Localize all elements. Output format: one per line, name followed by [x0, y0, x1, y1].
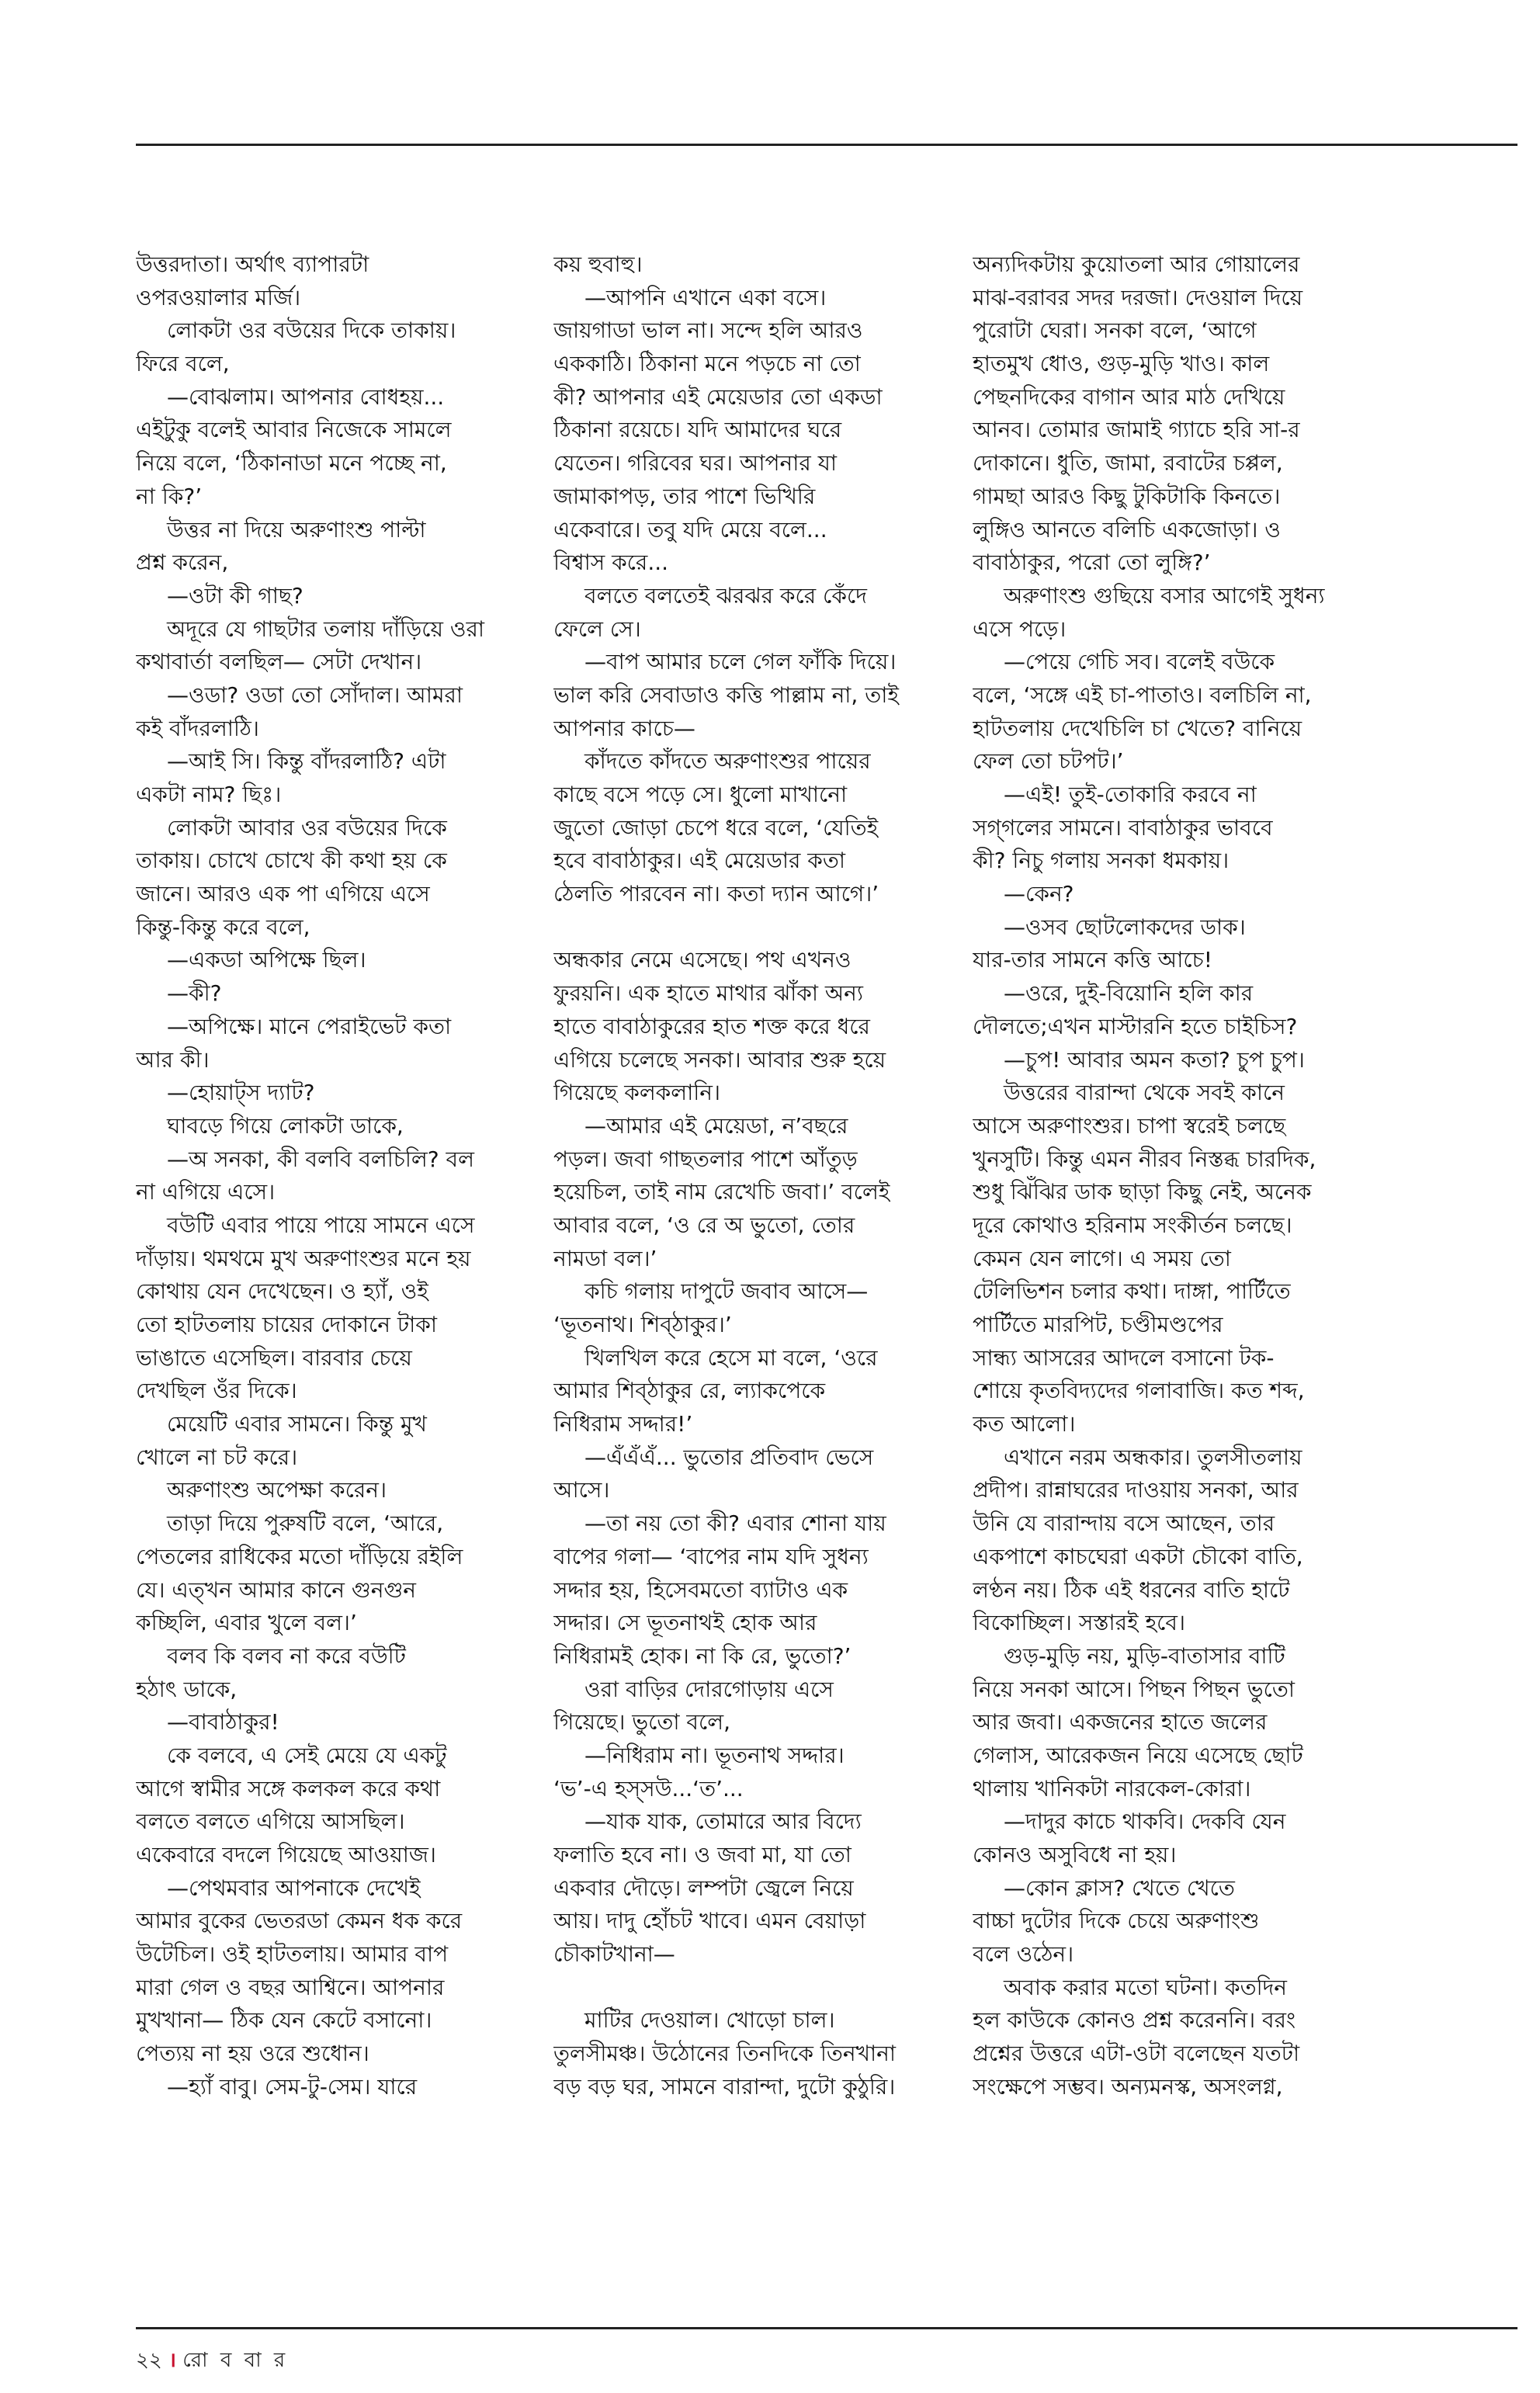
- text-line: এখানে নরম অন্ধকার। তুলসীতলায়: [1004, 1444, 1302, 1470]
- text-line: না এগিয়ে এসে।: [136, 1179, 276, 1205]
- text-line: এইটুকু বলেই আবার নিজেকে সামলে: [136, 417, 452, 443]
- text-line: সদ্দার। সে ভূতনাথই হোক আর: [553, 1610, 817, 1636]
- text-line: কাঁদতে কাঁদতে অরুণাংশুর পায়ের: [584, 748, 871, 775]
- text-line: কচি গলায় দাপুটে জবাব আসে—: [584, 1278, 869, 1305]
- text-line: ফেলে সে।: [553, 616, 641, 642]
- text-line: খিলখিল করে হেসে মা বলে, ‘ওরে: [584, 1344, 878, 1371]
- text-line: আবার বলে, ‘ও রে অ ভুতো, তোর: [553, 1212, 855, 1238]
- text-line: কে বলবে, এ সেই মেয়ে যে একটু: [167, 1742, 447, 1768]
- text-line: পড়ল। জবা গাছতলার পাশে আঁতুড়: [553, 1146, 858, 1172]
- text-line: জুতো জোড়া চেপে ধরে বলে, ‘যেতিই: [553, 814, 879, 841]
- section-break: [553, 911, 973, 945]
- text-line: মুখখানা— ঠিক যেন কেটে বসানো।: [136, 2007, 432, 2034]
- text-line: তাড়া দিয়ে পুরুষটি বলে, ‘আরে,: [167, 1510, 444, 1537]
- text-line: খুনসুটি। কিন্তু এমন নীরব নিস্তব্ধ চারদিক,: [973, 1146, 1316, 1172]
- text-line: যে। এত্‌খন আমার কানে গুনগুন: [136, 1576, 417, 1603]
- text-line: টেলিভিশন চলার কথা। দাঙ্গা, পার্টিতে: [973, 1278, 1291, 1305]
- text-line: অবাক করার মতো ঘটনা। কতদিন: [1004, 1974, 1288, 2000]
- text-line: —বাবাঠাকুর!: [167, 1709, 279, 1736]
- text-line: আসে অরুণাংশুর। চাপা স্বরেই চলছে: [973, 1112, 1286, 1139]
- text-line: ফিরে বলে,: [136, 351, 230, 377]
- column-2: [553, 248, 973, 2104]
- text-line: —একডা অপিক্ষে ছিল।: [167, 947, 366, 973]
- text-line: বাচ্চা দুটোর দিকে চেয়ে অরুণাংশু: [973, 1908, 1260, 1934]
- magazine-name: রো ব বা র: [182, 2349, 289, 2372]
- text-line: হয়েচিল, তাই নাম রেখেচি জবা।’ বলেই: [553, 1179, 890, 1205]
- text-line: মাটির দেওয়াল। খোড়ো চাল।: [584, 2007, 835, 2034]
- text-line: কাছে বসে পড়ে সে। ধুলো মাখানো: [553, 782, 848, 807]
- text-line: গিয়েছে কলকলানি।: [553, 1080, 720, 1106]
- text-line: যেতেন। গরিবের ঘর। আপনার যা: [553, 450, 837, 477]
- text-line: খোলে না চট করে।: [136, 1444, 298, 1470]
- text-line: আর জবা। একজনের হাতে জলের: [973, 1709, 1268, 1736]
- text-line: দৌলতে;এখন মাস্টারনি হতে চাইচিস?: [973, 1013, 1298, 1039]
- text-line: থালায় খানিকটা নারকেল-কোরা।: [973, 1775, 1251, 1802]
- text-line: পেছনদিকের বাগান আর মাঠ দেখিয়ে: [973, 383, 1285, 410]
- text-line: কচ্ছিলি, এবার খুলে বল।’: [136, 1610, 357, 1636]
- text-line: —আই সি। কিন্তু বাঁদরলাঠি? এটা: [167, 748, 446, 775]
- text-line: ‘ভূতনাথ। শিব্‌ঠাকুর।’: [553, 1312, 732, 1337]
- text-line: চৌকাটখানা—: [553, 1941, 675, 1968]
- text-line: লোকটা আবার ওর বউয়ের দিকে: [167, 814, 447, 841]
- text-line: একপাশে কাচঘেরা একটা চৌকো বাতি,: [973, 1543, 1303, 1569]
- text-line: পেত্যয় না হয় ওরে শুধোন।: [136, 2041, 369, 2067]
- text-line: দাঁড়ায়। থমথমে মুখ অরুণাংশুর মনে হয়: [136, 1245, 471, 1271]
- text-line: —তা নয় তো কী? এবার শোনা যায়: [584, 1510, 886, 1537]
- text-line: কী? নিচু গলায় সনকা ধমকায়।: [973, 848, 1230, 874]
- text-line: ফলাতি হবে না। ও জবা মা, যা তো: [553, 1842, 852, 1868]
- text-line: গেলাস, আরেকজন নিয়ে এসেছে ছোট: [973, 1742, 1303, 1768]
- text-line: প্রদীপ। রান্নাঘরের দাওয়ায় সনকা, আর: [973, 1477, 1299, 1503]
- text-line: নিধিরাম সদ্দার!’: [553, 1411, 693, 1438]
- text-line: ভাঙাতে এসেছিল। বারবার চেয়ে: [136, 1344, 412, 1371]
- text-line: নিধিরামই হোক। না কি রে, ভুতো?’: [553, 1642, 852, 1669]
- text-line: তুলসীমঞ্চ। উঠোনের তিনদিকে তিনখানা: [553, 2041, 896, 2067]
- text-line: —বাপ আমার চলে গেল ফাঁকি দিয়ে।: [584, 649, 897, 675]
- text-line: কয় হুবাহু।: [553, 251, 643, 277]
- text-line: বড় বড় ঘর, সামনে বারান্দা, দুটো কুঠুরি।: [553, 2073, 896, 2100]
- text-line: কোথায় যেন দেখেছেন। ও হ্যাঁ, ওই: [136, 1278, 428, 1305]
- text-line: কোনও অসুবিধে না হয়।: [973, 1842, 1177, 1868]
- text-line: —কী?: [167, 980, 222, 1007]
- text-line: —যাক যাক, তোমারে আর বিদ্যে: [584, 1809, 862, 1835]
- text-line: হাটতলায় দেখেচিলি চা খেতে? বানিয়ে: [973, 715, 1302, 741]
- text-line: ঘাবড়ে গিয়ে লোকটা ডাকে,: [167, 1112, 404, 1139]
- text-line: মাঝ-বরাবর সদর দরজা। দেওয়াল দিয়ে: [973, 284, 1303, 310]
- text-line: মেয়েটি এবার সামনে। কিন্তু মুখ: [167, 1411, 427, 1438]
- text-line: —চুপ! আবার অমন কতা? চুপ চুপ।: [1004, 1046, 1305, 1073]
- text-line: —ওটা কী গাছ?: [167, 582, 303, 609]
- text-line: আমার শিব্‌ঠাকুর রে, ল্যাকপেকে: [553, 1378, 826, 1404]
- text-line: বলে, ‘সঙ্গে এই চা-পাতাও। বলচিলি না,: [973, 681, 1312, 708]
- text-line: ‘ভ’-এ হস্‌সউ...‘ত’...: [553, 1775, 744, 1802]
- text-line: অদূরে যে গাছটার তলায় দাঁড়িয়ে ওরা: [167, 616, 485, 642]
- text-line: ঠেলতি পারবেন না। কতা দ্যান আগে।’: [553, 881, 879, 907]
- text-line: লোকটা ওর বউয়ের দিকে তাকায়।: [167, 317, 456, 344]
- text-line: একেবারে। তবু যদি মেয়ে বলে...: [553, 516, 827, 543]
- text-line: —অ সনকা, কী বলবি বলচিলি? বল: [167, 1146, 474, 1172]
- text-line: ফেল তো চটপট।’: [973, 748, 1124, 775]
- text-line: আর কী।: [136, 1046, 210, 1073]
- text-line: —দাদুর কাচে থাকবি। দেকবি যেন: [1004, 1809, 1286, 1835]
- text-line: জানে। আরও এক পা এগিয়ে এসে: [136, 881, 430, 907]
- text-line: —নিধিরাম না। ভূতনাথ সদ্দার।: [584, 1742, 845, 1768]
- text-line: উত্তরের বারান্দা থেকে সবই কানে: [1004, 1080, 1285, 1106]
- text-line: সদ্দার হয়, হিসেবমতো ব্যাটাও এক: [553, 1576, 848, 1603]
- text-line: —কেন?: [1004, 881, 1074, 907]
- text-line: হঠাৎ ডাকে,: [136, 1676, 238, 1702]
- text-line: গুড়-মুড়ি নয়, মুড়ি-বাতাসার বাটি: [1004, 1642, 1285, 1669]
- text-line: —আমার এই মেয়েডা, ন’বছরে: [584, 1112, 848, 1139]
- text-line: বাপের গলা— ‘বাপের নাম যদি সুধন্য: [553, 1543, 869, 1569]
- text-line: বলব কি বলব না করে বউটি: [167, 1642, 406, 1669]
- text-line: আয়। দাদু হোঁচট খাবে। এমন বেয়াড়া: [553, 1908, 866, 1934]
- text-line: পার্টিতে মারপিট, চণ্ডীমণ্ডপের: [973, 1312, 1223, 1337]
- text-line: ওরা বাড়ির দোরগোড়ায় এসে: [584, 1676, 834, 1702]
- text-line: —এই! তুই-তোকারি করবে না: [1004, 782, 1257, 807]
- text-line: সগ্‌গলের সামনে। বাবাঠাকুর ভাববে: [973, 814, 1273, 841]
- text-line: —ওডা? ওডা তো সোঁদাল। আমরা: [167, 681, 463, 708]
- text-line: একটা নাম? ছিঃ।: [136, 782, 282, 807]
- text-line: অরুণাংশু অপেক্ষা করেন।: [167, 1477, 387, 1503]
- text-line: —পেথমবার আপনাকে দেখেই: [167, 1875, 421, 1901]
- text-line: বাবাঠাকুর, পরো তো লুঙ্গি?’: [973, 550, 1211, 576]
- text-line: —কোন ক্লাস? খেতে খেতে: [1004, 1875, 1235, 1901]
- text-line: সংক্ষেপে সম্ভব। অন্যমনস্ক, অসংলগ্ন,: [973, 2073, 1283, 2100]
- text-line: উত্তর না দিয়ে অরুণাংশু পাল্টা: [167, 516, 426, 543]
- text-line: হবে বাবাঠাকুর। এই মেয়েডার কতা: [553, 848, 846, 874]
- text-line: না কি?’: [136, 483, 203, 509]
- text-line: এগিয়ে চলেছে সনকা। আবার শুরু হয়ে: [553, 1046, 886, 1073]
- text-line: কই বাঁদরলাঠি।: [136, 715, 259, 741]
- text-line: একবার দৌড়ে। লম্পটা জ্বেলে নিয়ে: [553, 1875, 854, 1901]
- text-line: অন্ধকার নেমে এসেছে। পথ এখনও: [553, 947, 852, 973]
- text-line: ঠিকানা রয়েচে। যদি আমাদের ঘরে: [553, 417, 842, 443]
- text-line: বলে ওঠেন।: [973, 1941, 1074, 1968]
- text-line: আগে স্বামীর সঙ্গে কলকল করে কথা: [136, 1775, 441, 1802]
- text-line: শুধু ঝিঁঝির ডাক ছাড়া কিছু নেই, অনেক: [973, 1179, 1312, 1205]
- text-line: একেবারে বদলে গিয়েছে আওয়াজ।: [136, 1842, 436, 1868]
- text-line: পুরোটা ঘেরা। সনকা বলে, ‘আগে: [973, 317, 1257, 344]
- text-line: প্রশ্নের উত্তরে এটা-ওটা বলেছেন যতটা: [973, 2041, 1300, 2067]
- column-3: [973, 248, 1392, 2104]
- text-line: দেখছিল ওঁর দিকে।: [136, 1378, 297, 1404]
- footer-separator: ।: [168, 2349, 176, 2372]
- text-line: —হ্যাঁ বাবু। সেম-টু-সেম। যারে: [167, 2073, 418, 2100]
- text-line: যার-তার সামনে কত্তি আচে!: [973, 947, 1212, 973]
- text-line: নামডা বল।’: [553, 1245, 657, 1271]
- text-line: সান্ধ্য আসরের আদলে বসানো টক-: [973, 1344, 1275, 1371]
- bottom-rule: [136, 2327, 1517, 2329]
- text-line: আসে।: [553, 1477, 610, 1503]
- text-line: ভাল করি সেবাডাও কত্তি পাল্লাম না, তাই: [553, 681, 899, 708]
- text-line: অরুণাংশু গুছিয়ে বসার আগেই সুধন্য: [1004, 582, 1325, 609]
- text-line: মারা গেল ও বছর আশ্বিনে। আপনার: [136, 1974, 445, 2000]
- text-line: দূরে কোথাও হরিনাম সংকীর্তন চলছে।: [973, 1212, 1292, 1238]
- text-line: উত্তরদাতা। অর্থাৎ ব্যাপারটা: [136, 251, 369, 277]
- text-line: আনব। তোমার জামাই গ্যাচে হরি সা-র: [973, 417, 1300, 443]
- text-line: বিকোচ্ছিল। সস্তারই হবে।: [973, 1610, 1186, 1636]
- text-line: জায়গাডা ভাল না। সন্দে হলি আরও: [553, 317, 863, 344]
- text-line: উনি যে বারান্দায় বসে আছেন, তার: [973, 1510, 1275, 1537]
- page-number: ২২: [136, 2349, 162, 2372]
- text-line: —পেয়ে গেচি সব। বলেই বউকে: [1004, 649, 1275, 675]
- text-line: কথাবার্তা বলছিল— সেটা দেখান।: [136, 649, 422, 675]
- text-line: —ওরে, দুই-বিয়োনি হলি কার: [1004, 980, 1254, 1007]
- text-line: নিয়ে বলে, ‘ঠিকানাডা মনে পচ্ছে না,: [136, 450, 447, 477]
- text-line: উটেচিল। ওই হাটতলায়। আমার বাপ: [136, 1941, 449, 1968]
- text-line: পেতলের রাধিকের মতো দাঁড়িয়ে রইলি: [136, 1543, 463, 1569]
- text-line: জামাকাপড়, তার পাশে ভিখিরি: [553, 483, 816, 509]
- text-line: এসে পড়ে।: [973, 616, 1067, 642]
- text-line: হাতমুখ ধোও, গুড়-মুড়ি খাও। কাল: [973, 351, 1270, 377]
- text-line: বিশ্বাস করে...: [553, 550, 669, 576]
- text-line: —ওসব ছোটলোকদের ডাক।: [1004, 914, 1246, 940]
- text-line: প্রশ্ন করেন,: [136, 550, 229, 576]
- text-line: হাতে বাবাঠাকুরের হাত শক্ত করে ধরে: [553, 1013, 870, 1039]
- text-line: বলতে বলতে এগিয়ে আসছিল।: [136, 1809, 405, 1835]
- text-line: দোকানে। ধুতি, জামা, রবাটের চপ্পল,: [973, 450, 1283, 477]
- text-line: শোয়ে কৃতবিদ্যদের গলাবাজি। কত শব্দ,: [973, 1378, 1305, 1404]
- column-1: [136, 248, 555, 2104]
- text-line: এককাঠি। ঠিকানা মনে পড়চে না তো: [553, 351, 861, 377]
- text-line: আমার বুকের ভেতরডা কেমন ধক করে: [136, 1908, 463, 1934]
- text-line: গামছা আরও কিছু টুকিটাকি কিনতে।: [973, 483, 1281, 509]
- text-line: গিয়েছে। ভুতো বলে,: [553, 1709, 730, 1736]
- text-line: ওপরওয়ালার মর্জি।: [136, 284, 301, 310]
- text-line: আপনার কাচে—: [553, 715, 695, 741]
- text-line: লণ্ঠন নয়। ঠিক এই ধরনের বাতি হাটে: [973, 1576, 1290, 1603]
- text-line: কিন্তু-কিন্তু করে বলে,: [136, 914, 310, 940]
- top-rule: [136, 144, 1517, 146]
- text-line: হল কাউকে কোনও প্রশ্ন করেননি। বরং: [973, 2007, 1296, 2034]
- text-line: কী? আপনার এই মেয়েডার তো একডা: [553, 383, 883, 410]
- text-line: —আপনি এখানে একা বসে।: [584, 284, 827, 310]
- text-line: নিয়ে সনকা আসে। পিছন পিছন ভুতো: [973, 1676, 1295, 1702]
- text-line: বউটি এবার পায়ে পায়ে সামনে এসে: [167, 1212, 475, 1238]
- text-line: —অপিক্ষে। মানে পেরাইভেট কতা: [167, 1013, 452, 1039]
- page-footer: [136, 2344, 288, 2378]
- text-line: —এঁএঁএঁ... ভুতোর প্রতিবাদ ভেসে: [584, 1444, 874, 1470]
- text-line: তো হাটতলায় চায়ের দোকানে টাকা: [136, 1312, 437, 1337]
- text-line: কেমন যেন লাগে। এ সময় তো: [973, 1245, 1231, 1271]
- text-line: অন্যদিকটায় কুয়োতলা আর গোয়ালের: [973, 251, 1300, 277]
- section-break: [553, 1972, 973, 2005]
- text-line: তাকায়। চোখে চোখে কী কথা হয় কে: [136, 848, 447, 874]
- text-line: বলতে বলতেই ঝরঝর করে কেঁদে: [584, 582, 867, 609]
- text-line: —বোঝলাম। আপনার বোধহয়...: [167, 383, 445, 410]
- text-line: —হোয়াট্‌স দ্যাট?: [167, 1080, 315, 1106]
- text-line: কত আলো।: [973, 1411, 1076, 1438]
- text-line: লুঙ্গিও আনতে বলিচি একজোড়া। ও: [973, 516, 1281, 543]
- text-line: ফুরয়নি। এক হাতে মাথার ঝাঁকা অন্য: [553, 980, 863, 1007]
